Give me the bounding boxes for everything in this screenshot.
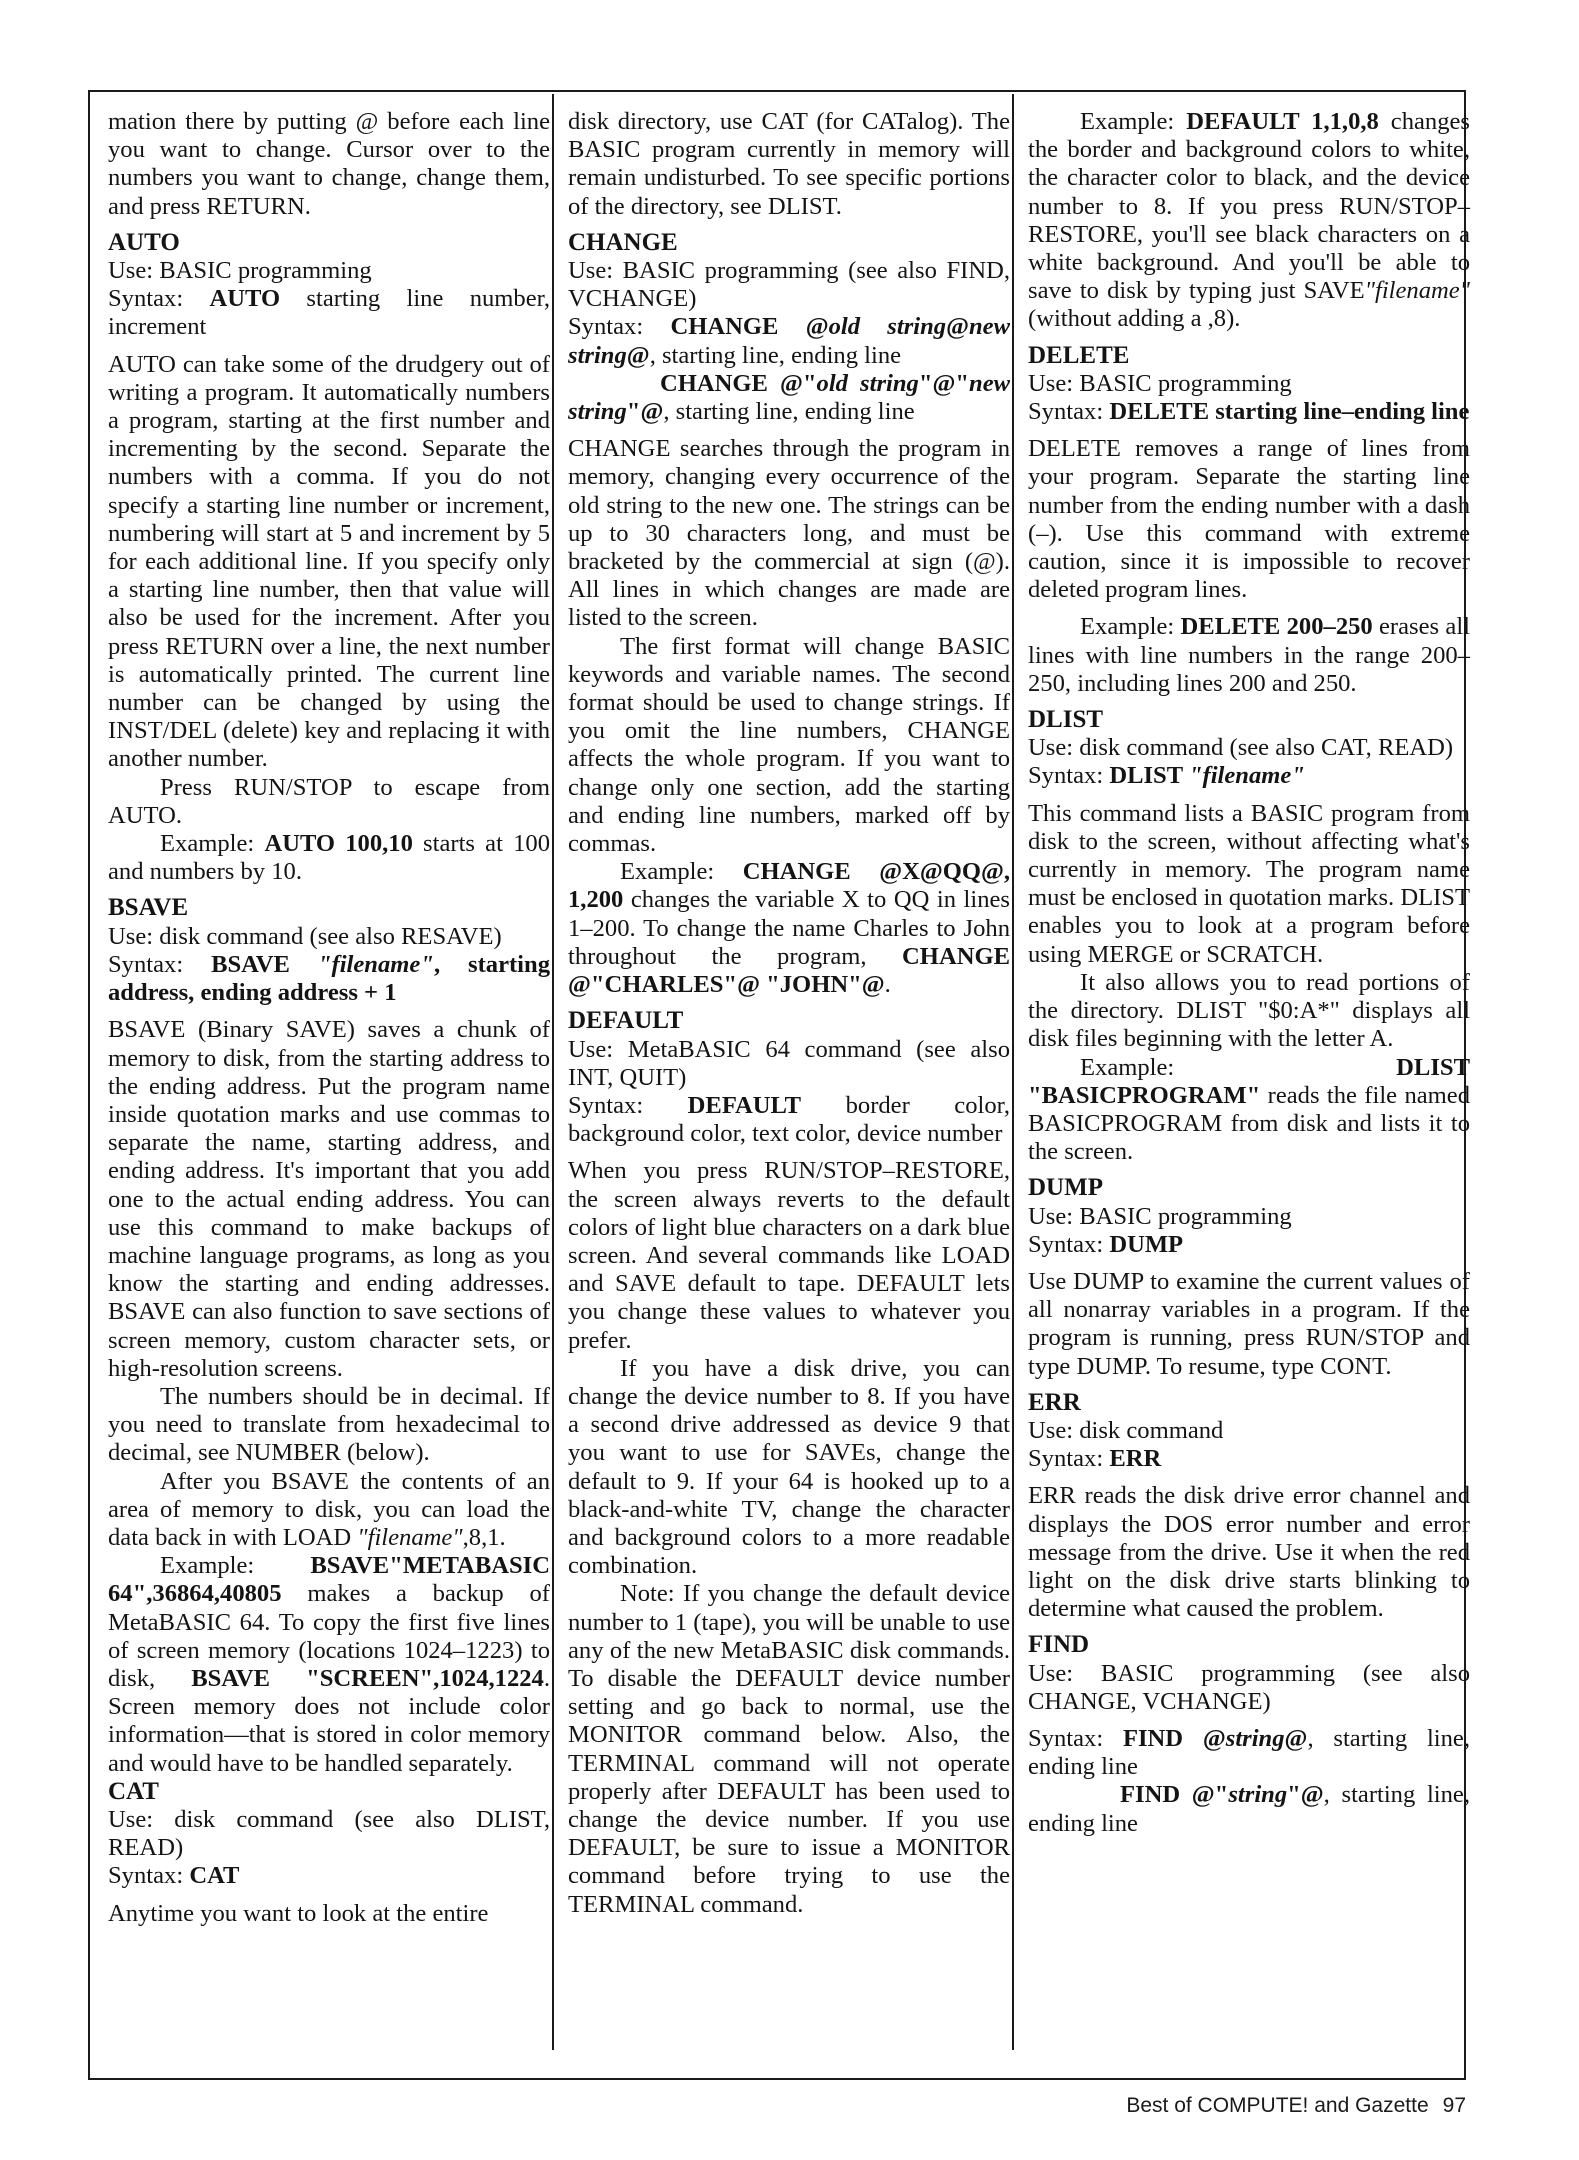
page-frame (88, 90, 1470, 2080)
syntax-keyword: DELETE starting line–ending line (1109, 398, 1470, 426)
auto-use: Use: BASIC programming (108, 257, 372, 285)
syntax-keyword: DUMP (1109, 1230, 1184, 1258)
entry-heading-cat: CAT (108, 1777, 159, 1805)
dlist-description: This command lists a BASIC program from disk to the screen, without affecting what's currently in memory. The program name must be enclosed in quotation marks. DLIST enables you to look at a program before using MERGE or SCRATCH. (1028, 799, 1470, 968)
dlist-use: Use: disk command (see also CAT, READ) (1028, 734, 1454, 762)
syntax-keyword: CAT (189, 1862, 240, 1890)
column-2 (568, 108, 1010, 1919)
example-label: Example: (1080, 1053, 1397, 1081)
example-label: Example: (1080, 613, 1181, 641)
dlist-syntax (1028, 762, 1470, 790)
default-example: Example: DEFAULT 1,1,0,8 changes the border and background colors to white, the character color to black, and the device number to 8. If you press RUN/STOP–RESTORE, you'll see black characters on a white background. And you'll be able to save to disk by typing just SAVE"filename" (without adding a ,8). (1028, 108, 1470, 333)
entry-heading-default: DEFAULT (568, 1007, 684, 1035)
example-code: DEFAULT 1,1,0,8 (1186, 108, 1379, 135)
syntax-keyword: BSAVE (211, 950, 318, 978)
example-code-2: CHANGE @"CHARLES"@ "JOHN"@ (568, 942, 1010, 999)
page-number: 97 (1442, 2094, 1466, 2117)
entry-heading-change: CHANGE (568, 228, 678, 256)
page-footer (1112, 2094, 1466, 2118)
auto-escape-note: Press RUN/STOP to escape from AUTO. (108, 773, 550, 829)
dlist-example: Example: DLIST "BASICPROGRAM" reads the file named BASICPROGRAM from disk and lists it to the screen. (1028, 1053, 1470, 1166)
change-formats: The first format will change BASIC keywords and variable names. The second format should be used to change strings. If you omit the line numbers, CHANGE affects the whole program. If you want to change only one section, add the starting and ending line numbers, marked off by commas. (568, 632, 1010, 858)
delete-syntax (1028, 398, 1470, 426)
cat-description: Anytime you want to look at the entire (108, 1899, 489, 1927)
syntax-label: Syntax: (108, 285, 210, 313)
entry-heading-dump: DUMP (1028, 1174, 1103, 1202)
syntax-filename: "filename" (317, 950, 434, 978)
bsave-syntax (108, 951, 550, 1007)
default-disk-note: If you have a disk drive, you can change the device number to 8. If you have a second drive addressed as device 9 that you want to use for SAVEs, change the default to 9. If your 64 is hooked up to a black-and-white TV, change the character and background colors to a more readable combination. (568, 1354, 1010, 1580)
intro-paragraph: mation there by putting @ before each line you want to change. Cursor over to the numbers you want to change, change them, and press RETURN. (108, 108, 550, 220)
default-note: Note: If you change the default device number to 1 (tape), you will be unable to use any of the new MetaBASIC disk commands. To disable the DEFAULT device number setting and go back to normal, use the MONITOR command below. Also, the TERMINAL command will not operate properly after DEFAULT has been used to change the device number. If you use DEFAULT, be sure to issue a MONITOR command before trying to use the TERMINAL command. (568, 1580, 1010, 1918)
change-example: Example: CHANGE @X@QQ@, 1,200 changes the variable X to QQ in lines 1–200. To change the name Charles to John throughout the program, CHANGE @"CHARLES"@ "JOHN"@. (568, 858, 1010, 999)
cat-use: Use: disk command (see also DLIST, READ) (108, 1805, 550, 1862)
err-use: Use: disk command (1028, 1416, 1224, 1444)
auto-description: AUTO can take some of the drudgery out of writing a program. It automatically numbers a program, starting at the first number and incrementing by the second. Separate the numbers with a comma. If you do not specify a starting line number or increment, numbering will start at 5 and increment by 5 for each additional line. If you specify only a starting line number, then that value will also be used for the increment. After you press RETURN over a line, the next number is automatically printed. The current line number can be changed by using the INST/DEL (delete) key and replacing it with another number. (108, 350, 550, 773)
syntax-label: Syntax: (108, 950, 212, 978)
delete-use: Use: BASIC programming (1028, 369, 1292, 397)
column-1 (108, 108, 550, 1928)
syntax-args: starting line number, increment (108, 285, 550, 341)
dlist-portions-note: It also allows you to read portions of the directory. DLIST "$0:A*" displays all disk files beginning with the letter A. (1028, 968, 1470, 1053)
example-label: Example: (1080, 108, 1187, 135)
change-use: Use: BASIC programming (see also FIND, VCHANGE) (568, 257, 1010, 313)
syntax-label: Syntax: (1028, 762, 1110, 790)
dump-description: Use DUMP to examine the current values of all nonarray variables in a program. If the program is running, press RUN/STOP and type DUMP. To resume, type CONT. (1028, 1267, 1470, 1380)
entry-heading-delete: DELETE (1028, 341, 1130, 369)
example-code: AUTO 100,10 (264, 830, 413, 858)
delete-example: Example: DELETE 200–250 erases all lines with line numbers in the range 200–250, including lines 200 and 250. (1028, 613, 1470, 697)
syntax-label: Syntax: (108, 1862, 190, 1890)
example-label: Example: (160, 1552, 311, 1580)
change-syntax: Syntax: CHANGE @old string@new string@, starting line, ending line (568, 313, 1010, 369)
example-label: Example: (620, 858, 743, 886)
example-code-2: BSAVE "SCREEN",1024,1224 (191, 1664, 544, 1692)
auto-example (108, 830, 550, 886)
publication-title: Best of COMPUTE! and Gazette (1126, 2094, 1429, 2117)
column-rule-2 (1012, 94, 1014, 2050)
entry-heading-bsave: BSAVE (108, 894, 189, 922)
entry-heading-err: ERR (1028, 1388, 1081, 1416)
dump-syntax (1028, 1231, 1470, 1259)
syntax-keyword: AUTO (209, 285, 281, 313)
example-label: Example: (160, 830, 265, 858)
default-use: Use: MetaBASIC 64 command (see also INT, QUIT) (568, 1035, 1010, 1091)
example-text: starts at 100 and numbers by 10. (108, 830, 550, 886)
cat-syntax (108, 1862, 550, 1890)
example-code: BSAVE"METABASIC 64",36864,40805 (108, 1552, 550, 1608)
syntax-label: Syntax: (1028, 1445, 1110, 1473)
change-syntax-alt: CHANGE @"old string"@"new string"@, starting line, ending line (568, 369, 1011, 426)
example-code: DLIST "BASICPROGRAM" (1028, 1053, 1470, 1109)
syntax-label: Syntax: (1028, 1230, 1110, 1258)
syntax-keyword: DEFAULT (687, 1091, 802, 1119)
syntax-label: Syntax: (1028, 1724, 1123, 1752)
entry-heading-dlist: DLIST (1028, 706, 1104, 734)
auto-syntax (108, 285, 550, 341)
column-3 (1028, 108, 1470, 1838)
find-syntax: Syntax: FIND @string@, starting line, ending line (1028, 1724, 1470, 1781)
syntax-filename: "filename" (1188, 762, 1305, 790)
syntax-args: border color, background color, text color, device number (568, 1091, 1010, 1148)
syntax-label: Syntax: (568, 1091, 688, 1119)
entry-heading-auto: AUTO (108, 228, 180, 256)
syntax-keyword: ERR (1109, 1445, 1162, 1473)
delete-description: DELETE removes a range of lines from your program. Separate the starting line number from the ending number with a dash (–). Use this command with extreme caution, since it is impossible to recover deleted program lines. (1028, 435, 1470, 604)
syntax-label: Syntax: (568, 313, 671, 341)
dump-use: Use: BASIC programming (1028, 1202, 1292, 1230)
cat-continued: disk directory, use CAT (for CATalog). The BASIC program currently in memory will remain undisturbed. To see specific portions of the directory, see DLIST. (568, 108, 1010, 220)
syntax-keyword: DLIST (1109, 762, 1189, 790)
default-description: When you press RUN/STOP–RESTORE, the screen always reverts to the default colors of light blue characters on a dark blue screen. And several commands like LOAD and SAVE default to tape. DEFAULT lets you change these values to whatever you prefer. (568, 1157, 1010, 1354)
find-syntax-alt: FIND @"string"@, starting line, ending line (1028, 1781, 1470, 1837)
column-rule-1 (552, 94, 554, 2050)
bsave-use: Use: disk command (see also RESAVE) (108, 922, 502, 950)
bsave-example: Example: BSAVE"METABASIC 64",36864,40805 makes a backup of MetaBASIC 64. To copy the first five lines of screen memory (locations 1024–1223) to disk, BSAVE "SCREEN",1024,1224. Screen memory does not include color information—that is stored in color memory and would have to be handled separately. (108, 1552, 550, 1777)
example-code: DELETE 200–250 (1180, 613, 1373, 641)
err-syntax (1028, 1445, 1470, 1473)
syntax-args: , starting address, ending address + 1 (108, 950, 550, 1007)
bsave-load-note: After you BSAVE the contents of an area of memory to disk, you can load the data back in with LOAD "filename",8,1. (108, 1467, 550, 1551)
bsave-decimal-note: The numbers should be in decimal. If you need to translate from hexadecimal to decimal, see NUMBER (below). (108, 1382, 550, 1467)
example-code: CHANGE @X@QQ@, 1,200 (568, 858, 1010, 914)
syntax-label: Syntax: (1028, 398, 1110, 426)
load-filename: "filename" (357, 1523, 463, 1551)
entry-heading-find: FIND (1028, 1631, 1090, 1659)
change-description: CHANGE searches through the program in memory, changing every occurrence of the old string to the new one. The strings can be up to 30 characters long, and must be bracketed by the commercial at sign (@). All lines in which changes are made are listed to the screen. (568, 435, 1010, 632)
default-syntax (568, 1092, 1010, 1148)
find-use: Use: BASIC programming (see also CHANGE, VCHANGE) (1028, 1659, 1470, 1715)
bsave-description: BSAVE (Binary SAVE) saves a chunk of memory to disk, from the starting address to the ending address. Put the program name inside quotation marks and use commas to separate the name, starting address, and ending address. It's important that you add one to the actual ending address. You can use this command to make backups of machine language programs, as long as you know the starting and ending addresses. BSAVE can also function to save sections of screen memory, custom character sets, or high-resolution screens. (108, 1016, 550, 1382)
err-description: ERR reads the disk drive error channel and displays the DOS error number and error message from the drive. Use it when the red light on the disk drive starts blinking to determine what caused the problem. (1028, 1482, 1470, 1623)
